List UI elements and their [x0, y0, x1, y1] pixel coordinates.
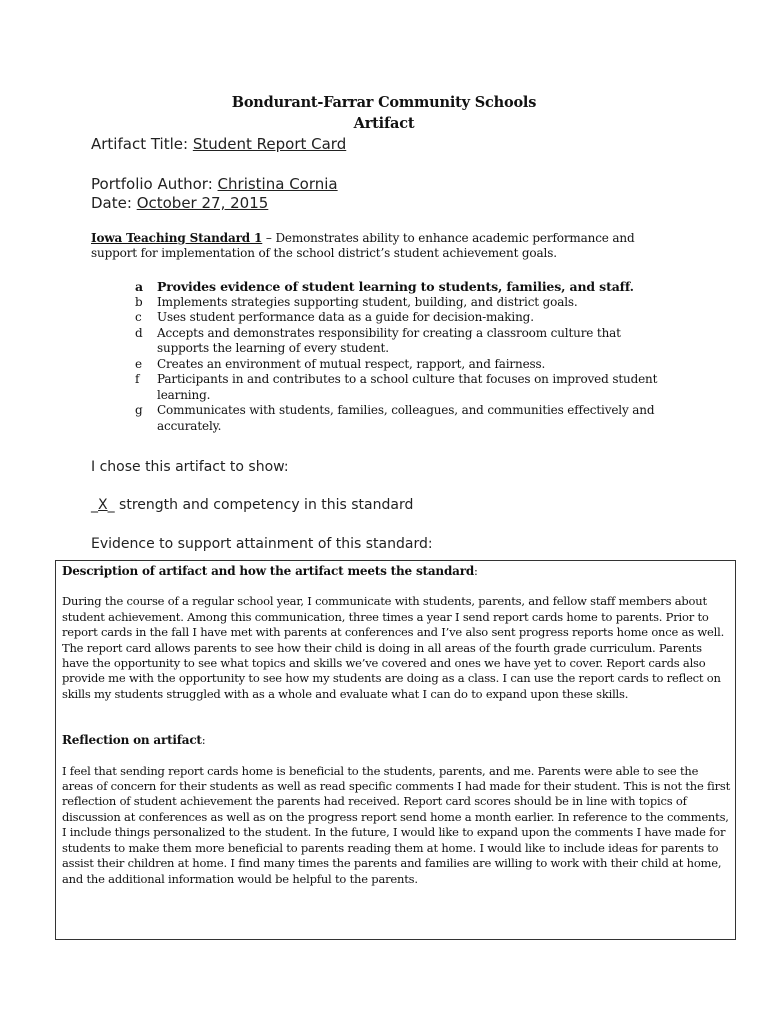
criteria-letter: a [135, 279, 143, 294]
strength-mark-prefix: _ [91, 497, 98, 513]
evidence-box-content [62, 564, 730, 887]
criteria-letter: b [135, 294, 143, 309]
strength-selection-line [91, 497, 413, 513]
criteria-item [135, 372, 675, 403]
description-heading: Description of artifact and how the artifact meets the standard [62, 564, 475, 578]
criteria-letter: g [135, 403, 143, 417]
reflection-heading-line [62, 733, 730, 748]
date-label: Date: [91, 194, 137, 212]
criteria-letter: d [135, 325, 143, 340]
date-line [91, 194, 268, 212]
teaching-standard-label: Iowa Teaching Standard 1 [91, 231, 263, 245]
strength-text: strength and competency in this standard [114, 497, 414, 513]
portfolio-author-value: Christina Cornia [217, 175, 338, 193]
portfolio-author-label: Portfolio Author: [91, 175, 218, 193]
artifact-choice-prompt: I chose this artifact to show: [91, 459, 289, 475]
strength-mark-suffix: _ [107, 497, 115, 513]
evidence-heading: Evidence to support attainment of this standard: [91, 536, 433, 552]
description-body: During the course of a regular school year, I communicate with students, parents, and fellow staff members about student achievement. Among this communication, three times a year I send report cards home to parents. Prior to report cards in the fall I have met with parents at conferences and I’ve also sent progress reports home once as well. The report card allows parents to see how their child is doing in all areas of the fourth grade curriculum. Parents have the opportunity to see what topics and skills we’ve covered and ones we have yet to cover. Report cards also provide me with the opportunity to see how my students are doing as a class. I can use the report cards to reflect on skills my students struggled with as a whole and evaluate what I can do to expand upon these skills. [62, 594, 725, 701]
spacer [62, 702, 730, 733]
artifact-heading: Artifact [353, 115, 415, 132]
description-heading-line [62, 564, 730, 579]
criteria-text: Communicates with students, families, colleagues, and communities effectively and accurately. [157, 403, 655, 433]
description-heading-colon: : [474, 564, 478, 578]
reflection-heading-colon: : [201, 733, 206, 748]
artifact-title-line [91, 135, 346, 153]
criteria-letter: c [135, 310, 142, 324]
portfolio-author-line [91, 175, 338, 193]
reflection-heading: Reflection on artifact [62, 733, 202, 748]
criteria-item [135, 279, 675, 295]
reflection-body: I feel that sending report cards home is beneficial to the students, parents, and me. Parents were able to see the areas of concern for their students as well as read specific comments I had made for their student. This is not the first reflection of student achievement the parents had received. Report card scores should be in line with topics of discussion at conferences as well as on the progress report send home a month earlier. In reference to the comments, I include things personalized to the student. In the future, I would like to expand upon the comments I have made for students to make them more beneficial to parents reading them at home. I would like to include ideas for parents to assist their children at home. I find many times the parents and families are willing to work with their child at home, and the additional information would be helpful to the parents. [62, 763, 731, 886]
criteria-item [135, 357, 675, 373]
criteria-text: Creates an environment of mutual respect, rapport, and fairness. [157, 356, 546, 371]
criteria-text: Implements strategies supporting student, building, and district goals. [157, 294, 578, 309]
criteria-list [135, 279, 675, 434]
criteria-item [135, 295, 675, 311]
criteria-text: Accepts and demonstrates responsibility for creating a classroom culture that supports the learning of every student. [157, 325, 621, 355]
strength-check-mark: X [98, 497, 108, 513]
criteria-text: Participants in and contributes to a school culture that focuses on improved student learning. [157, 372, 658, 402]
artifact-title-value: Student Report Card [192, 135, 347, 153]
date-value: October 27, 2015 [136, 194, 269, 212]
spacer [62, 749, 730, 764]
criteria-letter: f [135, 372, 140, 386]
evidence-box [55, 560, 736, 940]
criteria-item [135, 326, 675, 357]
school-name-heading: Bondurant-Farrar Community Schools [231, 94, 537, 111]
criteria-text: Provides evidence of student learning to students, families, and staff. [157, 279, 634, 294]
spacer [62, 579, 730, 594]
criteria-item [135, 310, 675, 326]
criteria-item [135, 403, 675, 434]
teaching-standard-statement [91, 231, 671, 261]
artifact-title-label: Artifact Title: [91, 135, 193, 153]
criteria-text: Uses student performance data as a guide for decision-making. [157, 310, 534, 324]
teaching-standard-text: – Demonstrates ability to enhance academic performance and support for implementation of the school district’s student achievement goals. [91, 231, 635, 260]
criteria-letter: e [135, 356, 142, 371]
